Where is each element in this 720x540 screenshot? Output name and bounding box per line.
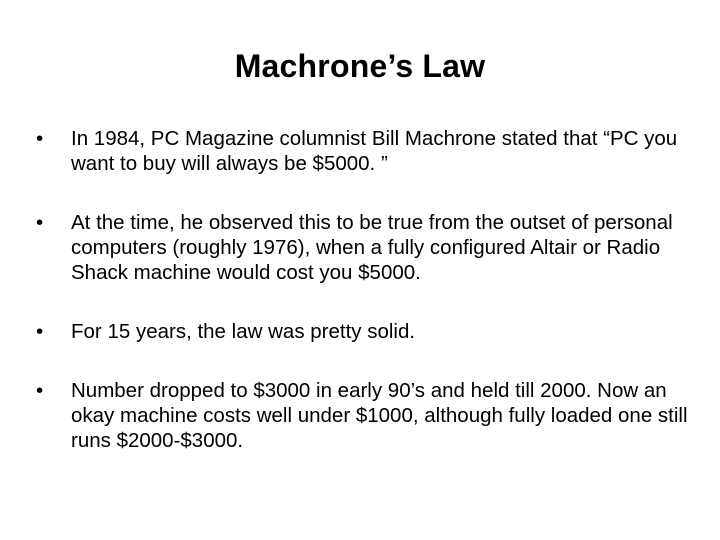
slide-title: Machrone’s Law [234, 48, 486, 84]
bullet-list [36, 126, 696, 453]
bullet-marker: • [36, 211, 44, 234]
bullet-text: At the time, he observed this to be true from the outset of personal computers (roughly 1976), when a fully configured Altair or Radio Shack machine would cost you $5000. [71, 211, 673, 284]
bullet-text: In 1984, PC Magazine columnist Bill Machrone stated that “PC you want to buy will always be $5000. ” [71, 127, 678, 175]
bullet-marker: • [36, 379, 44, 402]
bullet-marker: • [36, 127, 44, 150]
bullet-marker: • [36, 320, 44, 343]
bullet-text: For 15 years, the law was pretty solid. [71, 320, 416, 343]
bullet-item [36, 210, 696, 285]
bullet-item [36, 126, 696, 176]
bullet-item [36, 319, 696, 344]
bullet-text: Number dropped to $3000 in early 90’s and held till 2000. Now an okay machine costs well under $1000, although fully loaded one still runs $2000-$3000. [71, 379, 688, 452]
bullet-item [36, 378, 696, 453]
